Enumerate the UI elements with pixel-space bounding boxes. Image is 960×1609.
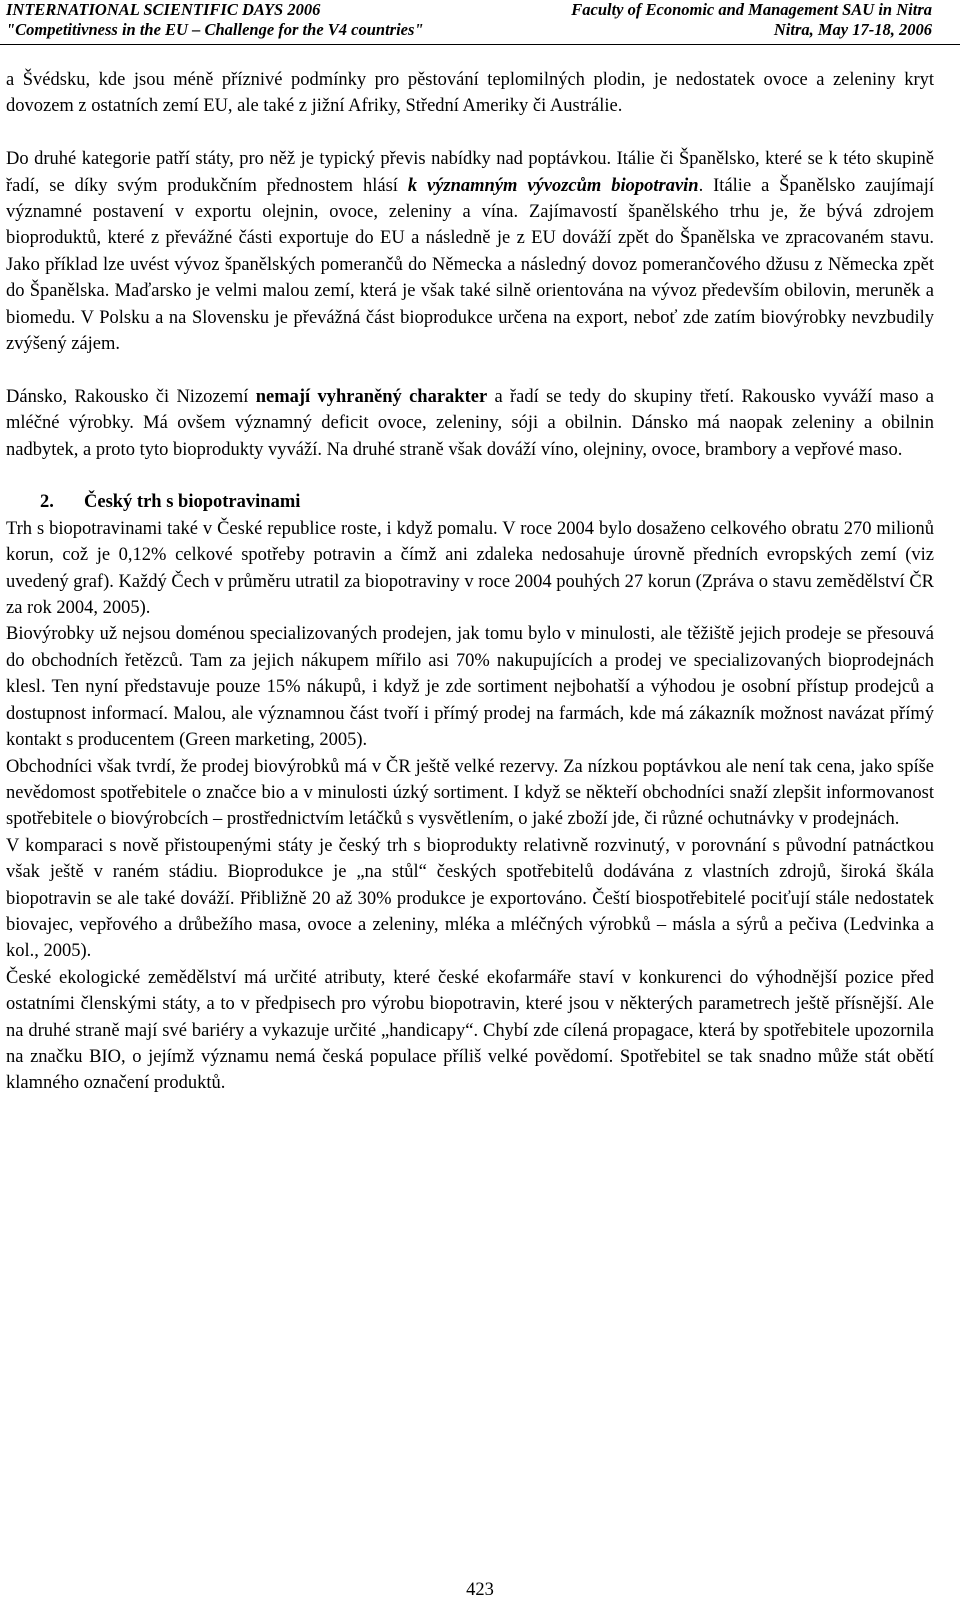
paragraph-2 xyxy=(6,146,934,357)
paragraph-3-end: a řadí se tedy do skupiny třetí. Rakousko vyváží maso a mléčné výrobky. Má ovšem významný deficit ovoce, zeleniny, sóji a obilnin. Dánsko má naopak zeleniny a obilnin nadbytek, a proto tyto bioprodukty vyváží. Na druhé straně však dováží víno, olejniny, ovoce, brambory a vepřové maso. xyxy=(6,386,934,460)
conference-theme: "Competitivness in the EU – Challenge for the V4 countries" xyxy=(6,20,424,39)
paragraph-5: Biovýrobky už nejsou doménou specializovaných prodejen, jak tomu bylo v minulosti, ale těžiště jejich prodeje se přesouvá do obchodních řetězců. Tam za jejich nákupem mířilo asi 70% nakupujících a prodej ve specializovaných bioprodejnách klesl. Ten nyní představuje pouze 15% nákupů, i když je zde sortiment nejbohatší a výhodou je osobní přístup prodejců a dostupnost informací. Malou, ale významnou část tvoří i přímý prodej na farmách, kde má zákazník možnost navázat přímý kontakt s producentem (Green marketing, 2005). xyxy=(6,624,934,751)
running-header-line1 xyxy=(6,0,932,20)
paragraph-1: a Švédsku, kde jsou méně příznivé podmínky pro pěstování teplomilných plodin, je nedostatek ovoce a zeleniny kryt dovozem z ostatních zemí EU, ale také z jižní Afriky, Střední Ameriky či Austrálie. xyxy=(6,70,934,117)
faculty-name: Faculty of Economic and Management SAU in Nitra xyxy=(571,0,932,19)
section-number: 2. xyxy=(40,492,54,513)
paragraph-7: V komparaci s nově přistoupenými státy je český trh s bioprodukty relativně rozvinutý, v porovnání s původní patnáctkou však ještě v raném stádiu. Bioprodukce je „na stůl“ českých spotřebitelů dodávána z vlastních zdrojů, široká škála biopotravin se ale také dováží. Přibližně 20 až 30% produkce je exportováno. Čeští biospotřebitelé pociťují stále nedostatek biovajec, vepřového a drůbežího masa, ovoce a zeleniny, mléka a mléčných výrobků – másla a sýrů a pečiva (Ledvinka a kol., 2005). xyxy=(6,835,934,962)
header-rule xyxy=(0,44,960,45)
conference-name: INTERNATIONAL SCIENTIFIC DAYS 2006 xyxy=(6,0,321,19)
paragraph-2-start: Do druhé kategorie patří státy, pro něž je typický převis nabídky nad poptávkou. Itálie či Španělsko, které se k této skupině řadí, se díky svým produkčním přednostem hlásí xyxy=(6,149,934,196)
paragraph-3-bold: nemají vyhraněný charakter xyxy=(255,386,488,407)
section-title: Český trh s biopotravinami xyxy=(84,492,301,513)
running-header-line2 xyxy=(6,20,932,40)
paragraph-3 xyxy=(6,384,934,463)
paragraph-8: České ekologické zemědělství má určité atributy, které české ekofarmáře staví v konkurenci do výhodnější pozice před ostatními členskými státy, a to v předpisech pro výrobu biopotravin, které jsou v některých parametrech ještě přísnější. Ale na druhé straně mají své bariéry a vykazuje určité „handicapy“. Chybí zde cílená propagace, která by spotřebitele upozornila na značku BIO, o jejímž významu nemá česká populace příliš velké povědomí. Spotřebitel se tak snadno může stát obětí klamného označení produktů. xyxy=(6,967,934,1094)
paragraph-2-emphasis: k významným vývozcům biopotravin xyxy=(407,175,699,196)
page-body xyxy=(6,67,934,1097)
paragraph-6: Obchodníci však tvrdí, že prodej biovýrobků má v ČR ještě velké rezervy. Za nízkou poptávkou ale není tak cena, jako spíše nevědomost spotřebitele o značce bio a v minulosti úzký sortiment. I když se někteří obchodníci snaží zlepšit informovanost spotřebitele o biovýrobcích – prostřednictvím letáčků s vysvětlením, o jaké zboží jde, či různé ochutnávky v prodejnách. xyxy=(6,756,934,830)
paragraph-2-end: . Itálie a Španělsko zaujímají významné postavení v exportu olejnin, ovoce, zeleniny a vína. Zajímavostí španělského trhu je, že bývá zdrojem bioproduktů, které z převážné části exportuje do EU a následně je z EU dováží zpět do Španělska ve zpracovaném stavu. Jako příklad lze uvést vývoz španělských pomerančů do Německa a následný dovoz pomerančového džusu z Německa zpět do Španělska. Maďarsko je velmi malou zemí, která je však také silně orientována na vývoz především obilovin, meruněk a biomedu. V Polsku a na Slovensku je převážná část bioprodukce určena na export, neboť zde zatím biovýrobky nevzbudily zvýšený zájem. xyxy=(6,175,934,355)
paragraph-3-start: Dánsko, Rakousko či Nizozemí xyxy=(6,386,256,407)
conference-place-date: Nitra, May 17-18, 2006 xyxy=(773,20,932,39)
page-number: 423 xyxy=(466,1580,494,1600)
paragraph-4: Trh s biopotravinami také v České republice roste, i když pomalu. V roce 2004 bylo dosaženo celkového obratu 270 milionů korun, což je 0,12% celkové spotřeby potravin a čímž ani zdaleka nedosahuje úrovně předních evropských zemí (viz uvedený graf). Každý Čech v průměru utratil za biopotraviny v roce 2004 pouhých 27 korun (Zpráva o stavu zemědělství ČR za rok 2004, 2005). xyxy=(6,518,934,619)
section-heading xyxy=(6,489,934,515)
